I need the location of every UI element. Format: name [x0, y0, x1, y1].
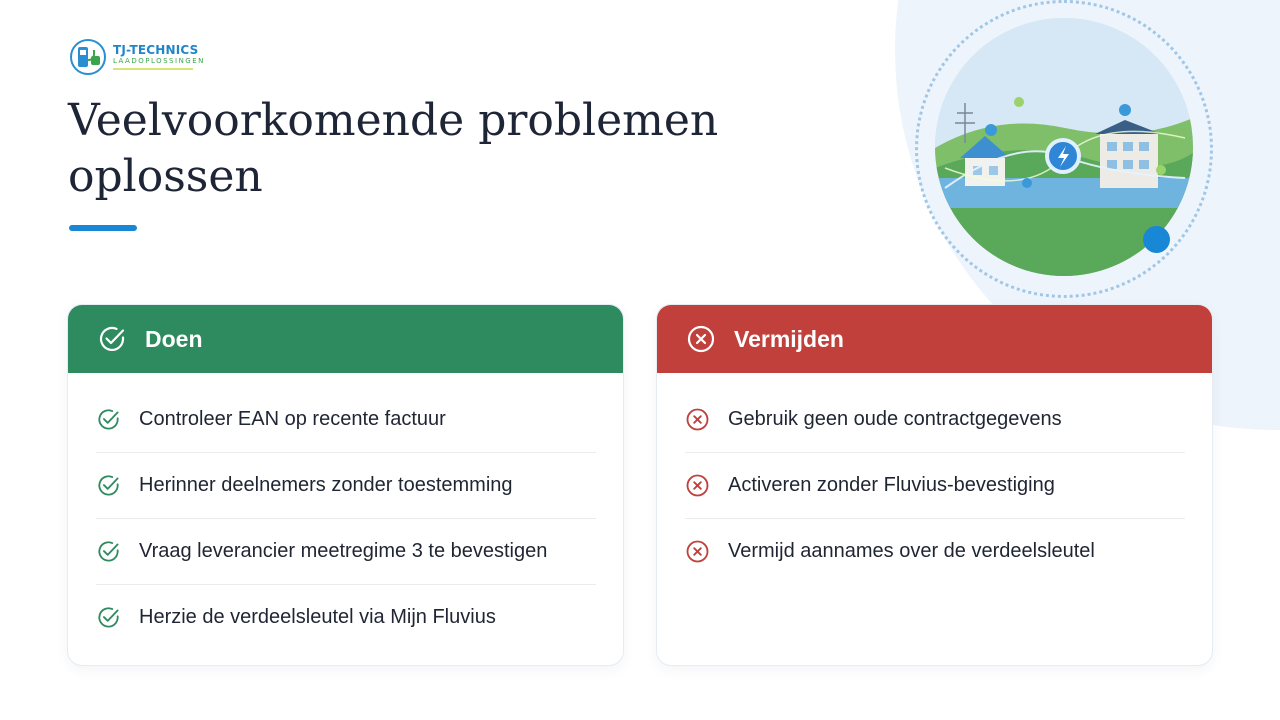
do-list-item	[96, 519, 596, 585]
do-card-header	[68, 305, 623, 373]
avoid-list-item	[685, 453, 1185, 519]
avoid-list-item-text: Activeren zonder Fluvius-bevestiging	[728, 474, 1055, 496]
do-list-item-text: Herzie de verdeelsleutel via Mijn Fluvius	[139, 606, 496, 628]
avoid-list-item-text: Vermijd aannames over de verdeelsleutel	[728, 540, 1095, 562]
do-card-title: Doen	[145, 325, 203, 352]
page-title-line-1: Veelvoorkomende problemen	[68, 95, 719, 146]
charging-plug-icon	[69, 38, 107, 76]
avoid-card	[657, 305, 1212, 665]
brand-logo	[69, 38, 205, 76]
title-underline	[69, 225, 137, 231]
check-circle-icon	[96, 539, 121, 564]
do-list-item	[96, 585, 596, 650]
do-list-item	[96, 453, 596, 519]
x-circle-icon	[685, 473, 710, 498]
do-list-item-text: Vraag leverancier meetregime 3 te bevestigen	[139, 540, 548, 562]
x-circle-icon	[685, 539, 710, 564]
avoid-list-item	[685, 519, 1185, 584]
brand-underline	[113, 68, 193, 70]
hero-accent-dot	[1143, 226, 1170, 253]
do-list-item-text: Controleer EAN op recente factuur	[139, 408, 446, 430]
avoid-list-item	[685, 387, 1185, 453]
check-circle-icon	[96, 605, 121, 630]
check-circle-icon	[96, 473, 121, 498]
check-circle-icon	[96, 407, 121, 432]
avoid-list	[657, 373, 1212, 584]
brand-tagline: LAADOPLOSSINGEN	[113, 57, 205, 65]
x-circle-icon	[685, 407, 710, 432]
avoid-card-title: Vermijden	[734, 325, 844, 352]
page-title	[68, 93, 718, 205]
avoid-list-item-text: Gebruik geen oude contractgegevens	[728, 408, 1062, 430]
do-list	[68, 373, 623, 650]
page-title-line-2: oplossen	[68, 151, 263, 202]
check-circle-icon	[97, 324, 127, 354]
do-list-item-text: Herinner deelnemers zonder toestemming	[139, 474, 513, 496]
do-list-item	[96, 387, 596, 453]
do-card	[68, 305, 623, 665]
x-circle-icon	[686, 324, 716, 354]
brand-name: TJ-TECHNICS	[113, 43, 199, 57]
avoid-card-header	[657, 305, 1212, 373]
